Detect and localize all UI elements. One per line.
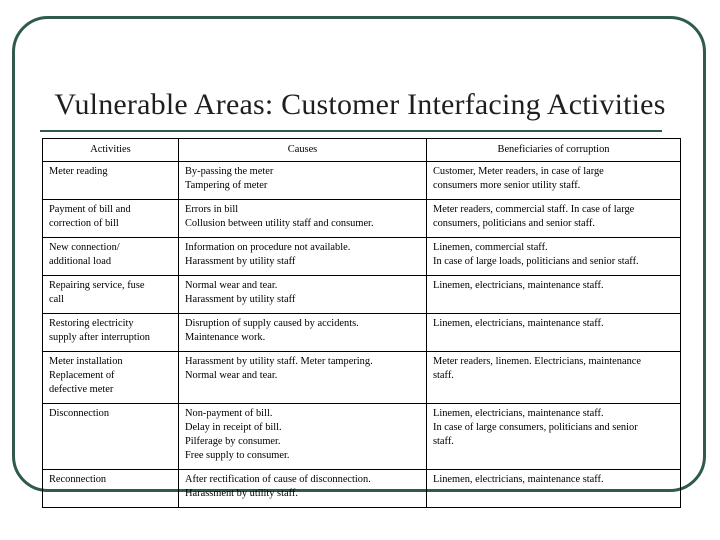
- cell-text-line: Errors in bill: [185, 204, 239, 215]
- activity-cell: [43, 238, 179, 276]
- activity-cell: [43, 470, 179, 508]
- cell-text-line: After rectification of cause of disconnection.: [185, 474, 371, 485]
- cell-text-line: Disruption of supply caused by accidents.: [185, 318, 359, 329]
- cell-text-line: Maintenance work.: [185, 332, 266, 343]
- beneficiaries-cell: [427, 352, 681, 404]
- beneficiaries-cell: [427, 238, 681, 276]
- beneficiaries-cell: [427, 276, 681, 314]
- table-row: [43, 238, 681, 276]
- slide-title: Vulnerable Areas: Customer Interfacing Activities: [54, 88, 666, 121]
- table-row: [43, 352, 681, 404]
- cell-text-line: Normal wear and tear.: [185, 280, 278, 291]
- cell-text-line: Harassment by utility staff.: [185, 488, 298, 499]
- causes-cell: [179, 404, 427, 470]
- activity-cell: [43, 162, 179, 200]
- cell-text-line: Restoring electricity: [49, 318, 134, 329]
- causes-cell: [179, 314, 427, 352]
- cell-text-line: Customer, Meter readers, in case of large: [433, 166, 604, 177]
- causes-cell: [179, 200, 427, 238]
- activities-table: [42, 138, 681, 508]
- title-divider: [40, 130, 662, 132]
- cell-text-line: New connection/: [49, 242, 120, 253]
- cell-text-line: Meter readers, linemen. Electricians, maintenance: [433, 356, 642, 367]
- beneficiaries-cell: [427, 162, 681, 200]
- cell-text-line: supply after interruption: [49, 332, 150, 343]
- header-causes: Causes: [179, 139, 427, 162]
- activity-cell: [43, 200, 179, 238]
- table-row: [43, 470, 681, 508]
- cell-text-line: Collusion between utility staff and consumer.: [185, 218, 374, 229]
- cell-text-line: Meter readers, commercial staff. In case of large: [433, 204, 635, 215]
- cell-text-line: Replacement of: [49, 370, 115, 381]
- activity-cell: [43, 404, 179, 470]
- cell-text-line: Normal wear and tear.: [185, 370, 278, 381]
- activity-cell: [43, 276, 179, 314]
- cell-text-line: Delay in receipt of bill.: [185, 422, 282, 433]
- table-header-row: [43, 139, 681, 162]
- activity-cell: [43, 352, 179, 404]
- cell-text-line: Repairing service, fuse: [49, 280, 145, 291]
- cell-text-line: Linemen, electricians, maintenance staff.: [433, 318, 604, 329]
- cell-text-line: In case of large consumers, politicians and senior: [433, 422, 638, 433]
- beneficiaries-cell: [427, 200, 681, 238]
- table-row: [43, 404, 681, 470]
- cell-text-line: Non-payment of bill.: [185, 408, 273, 419]
- cell-text-line: Harassment by utility staff. Meter tampering.: [185, 356, 373, 367]
- cell-text-line: consumers, politicians and senior staff.: [433, 218, 595, 229]
- causes-cell: [179, 238, 427, 276]
- activity-cell: [43, 314, 179, 352]
- header-beneficiaries: Beneficiaries of corruption: [427, 139, 681, 162]
- table-row: [43, 200, 681, 238]
- beneficiaries-cell: [427, 314, 681, 352]
- cell-text-line: Tampering of meter: [185, 180, 268, 191]
- table-row: [43, 162, 681, 200]
- table-row: [43, 276, 681, 314]
- cell-text-line: Linemen, electricians, maintenance staff.: [433, 408, 604, 419]
- cell-text-line: staff.: [433, 436, 454, 447]
- cell-text-line: Disconnection: [49, 408, 110, 419]
- cell-text-line: Meter installation: [49, 356, 123, 367]
- table-row: [43, 314, 681, 352]
- causes-cell: [179, 276, 427, 314]
- cell-text-line: correction of bill: [49, 218, 119, 229]
- cell-text-line: call: [49, 294, 64, 305]
- cell-text-line: Pilferage by consumer.: [185, 436, 281, 447]
- cell-text-line: Linemen, electricians, maintenance staff.: [433, 280, 604, 291]
- cell-text-line: Free supply to consumer.: [185, 450, 290, 461]
- cell-text-line: Payment of bill and: [49, 204, 131, 215]
- cell-text-line: additional load: [49, 256, 112, 267]
- beneficiaries-cell: [427, 470, 681, 508]
- causes-cell: [179, 352, 427, 404]
- cell-text-line: In case of large loads, politicians and senior staff.: [433, 256, 639, 267]
- causes-cell: [179, 162, 427, 200]
- cell-text-line: Meter reading: [49, 166, 108, 177]
- cell-text-line: Linemen, commercial staff.: [433, 242, 548, 253]
- causes-cell: [179, 470, 427, 508]
- beneficiaries-cell: [427, 404, 681, 470]
- cell-text-line: consumers more senior utility staff.: [433, 180, 581, 191]
- cell-text-line: By-passing the meter: [185, 166, 274, 177]
- cell-text-line: Harassment by utility staff: [185, 294, 296, 305]
- cell-text-line: Reconnection: [49, 474, 107, 485]
- table-body: [43, 162, 681, 508]
- cell-text-line: Harassment by utility staff: [185, 256, 296, 267]
- cell-text-line: Information on procedure not available.: [185, 242, 351, 253]
- header-activities: Activities: [43, 139, 179, 162]
- cell-text-line: staff.: [433, 370, 454, 381]
- cell-text-line: defective meter: [49, 384, 114, 395]
- cell-text-line: Linemen, electricians, maintenance staff.: [433, 474, 604, 485]
